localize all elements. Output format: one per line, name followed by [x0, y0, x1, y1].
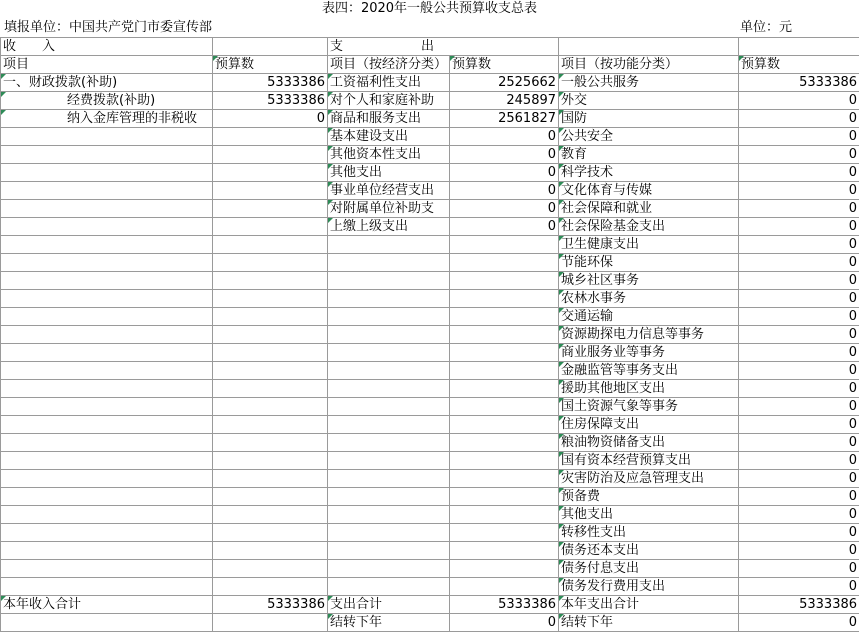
income-item [1, 380, 213, 398]
func-value: 0 [739, 542, 859, 560]
income-value [213, 542, 328, 560]
income-value [213, 290, 328, 308]
func-item: 国防 [559, 110, 739, 128]
func-item: 债务发行费用支出 [559, 578, 739, 596]
func-item: 预备费 [559, 488, 739, 506]
func-value: 0 [739, 452, 859, 470]
econ-value [450, 452, 559, 470]
income-item: 经费拨款(补助) [1, 92, 213, 110]
func-item: 债务还本支出 [559, 542, 739, 560]
econ-value: 0 [450, 146, 559, 164]
income-value: 5333386 [213, 74, 328, 92]
income-item [1, 164, 213, 182]
func-value: 0 [739, 524, 859, 542]
func-value: 0 [739, 308, 859, 326]
empty-cell [213, 614, 328, 632]
func-value: 0 [739, 416, 859, 434]
table-row [1, 506, 859, 524]
header-row-2 [1, 56, 859, 74]
table-row [1, 290, 859, 308]
func-value: 0 [739, 182, 859, 200]
func-value: 0 [739, 272, 859, 290]
table-row [1, 308, 859, 326]
empty-cell [1, 614, 213, 632]
table-row [1, 326, 859, 344]
econ-value: 2525662 [450, 74, 559, 92]
income-value [213, 362, 328, 380]
econ-item: 商品和服务支出 [328, 110, 450, 128]
econ-value [450, 506, 559, 524]
reporting-unit: 填报单位：中国共产党门市委宣传部 [4, 18, 212, 37]
income-item [1, 308, 213, 326]
econ-value [450, 290, 559, 308]
func-value: 0 [739, 506, 859, 524]
econ-value [450, 560, 559, 578]
income-item: 纳入金库管理的非税收 [1, 110, 213, 128]
income-value [213, 452, 328, 470]
func-value: 0 [739, 200, 859, 218]
income-item [1, 578, 213, 596]
income-value [213, 380, 328, 398]
table-row [1, 92, 859, 110]
income-value [213, 488, 328, 506]
func-item: 城乡社区事务 [559, 272, 739, 290]
func-value: 0 [739, 254, 859, 272]
func-item: 教育 [559, 146, 739, 164]
income-item [1, 182, 213, 200]
econ-item: 上缴上级支出 [328, 218, 450, 236]
income-value [213, 524, 328, 542]
table-row [1, 524, 859, 542]
func-item: 灾害防治及应急管理支出 [559, 470, 739, 488]
func-item: 援助其他地区支出 [559, 380, 739, 398]
econ-item [328, 272, 450, 290]
table-row [1, 110, 859, 128]
income-header: 收 入 [1, 38, 213, 56]
func-item: 粮油物资储备支出 [559, 434, 739, 452]
expense-total-label: 支出合计 [328, 596, 450, 614]
econ-item [328, 578, 450, 596]
func-value: 0 [739, 470, 859, 488]
func-item: 转移性支出 [559, 524, 739, 542]
income-value [213, 398, 328, 416]
func-item: 国有资本经营预算支出 [559, 452, 739, 470]
budget-table [0, 37, 859, 632]
income-item [1, 416, 213, 434]
income-value [213, 326, 328, 344]
func-value: 0 [739, 218, 859, 236]
table-row [1, 200, 859, 218]
func-value: 0 [739, 398, 859, 416]
income-item [1, 218, 213, 236]
income-item [1, 200, 213, 218]
table-row [1, 272, 859, 290]
income-value [213, 560, 328, 578]
income-item [1, 524, 213, 542]
func-total-value: 5333386 [739, 596, 859, 614]
table-row [1, 236, 859, 254]
econ-item [328, 416, 450, 434]
econ-item [328, 542, 450, 560]
func-item: 社会保障和就业 [559, 200, 739, 218]
func-value: 0 [739, 110, 859, 128]
func-item: 文化体育与传媒 [559, 182, 739, 200]
currency-unit: 单位：元 [740, 18, 792, 37]
income-item [1, 236, 213, 254]
table-row [1, 434, 859, 452]
func-total-label: 本年支出合计 [559, 596, 739, 614]
table-row [1, 488, 859, 506]
func-item: 交通运输 [559, 308, 739, 326]
econ-item: 其他支出 [328, 164, 450, 182]
econ-item [328, 524, 450, 542]
econ-item: 事业单位经营支出 [328, 182, 450, 200]
income-value [213, 578, 328, 596]
unit-line [0, 18, 859, 37]
col-budget: 预算数 [213, 56, 328, 74]
econ-item: 对附属单位补助支 [328, 200, 450, 218]
func-item: 外交 [559, 92, 739, 110]
income-item [1, 254, 213, 272]
econ-value [450, 362, 559, 380]
income-value [213, 506, 328, 524]
expense-total-value: 5333386 [450, 596, 559, 614]
income-item [1, 128, 213, 146]
income-item [1, 398, 213, 416]
income-value [213, 164, 328, 182]
table-body [1, 38, 859, 632]
func-value: 0 [739, 578, 859, 596]
econ-value [450, 308, 559, 326]
func-value: 5333386 [739, 74, 859, 92]
econ-value: 2561827 [450, 110, 559, 128]
econ-item [328, 326, 450, 344]
income-item [1, 434, 213, 452]
income-total-label: 本年收入合计 [1, 596, 213, 614]
econ-value: 245897 [450, 92, 559, 110]
income-item: 一、财政拨款(补助) [1, 74, 213, 92]
income-item [1, 542, 213, 560]
income-value [213, 146, 328, 164]
expense-header: 支 出 [328, 38, 559, 56]
econ-value: 0 [450, 218, 559, 236]
col-budget-2: 预算数 [450, 56, 559, 74]
carryover-row [1, 614, 859, 632]
func-item: 国土资源气象等事务 [559, 398, 739, 416]
income-item [1, 326, 213, 344]
econ-item [328, 236, 450, 254]
table-row [1, 218, 859, 236]
col-econ-item: 项目（按经济分类） [328, 56, 450, 74]
income-item [1, 272, 213, 290]
func-value: 0 [739, 362, 859, 380]
func-value: 0 [739, 236, 859, 254]
func-value: 0 [739, 164, 859, 182]
income-value [213, 254, 328, 272]
func-item: 卫生健康支出 [559, 236, 739, 254]
func-item: 金融监管等事务支出 [559, 362, 739, 380]
econ-item [328, 362, 450, 380]
econ-item [328, 308, 450, 326]
func-value: 0 [739, 380, 859, 398]
func-value: 0 [739, 434, 859, 452]
income-value [213, 308, 328, 326]
func-value: 0 [739, 560, 859, 578]
income-value [213, 218, 328, 236]
table-row [1, 398, 859, 416]
income-item [1, 146, 213, 164]
econ-value [450, 344, 559, 362]
econ-item: 基本建设支出 [328, 128, 450, 146]
table-row [1, 470, 859, 488]
econ-value [450, 272, 559, 290]
econ-value [450, 524, 559, 542]
table-row [1, 578, 859, 596]
econ-value [450, 236, 559, 254]
econ-value [450, 416, 559, 434]
econ-item [328, 470, 450, 488]
econ-item: 其他资本性支出 [328, 146, 450, 164]
func-item: 其他支出 [559, 506, 739, 524]
func-value: 0 [739, 92, 859, 110]
header-row-1 [1, 38, 859, 56]
func-item: 一般公共服务 [559, 74, 739, 92]
func-carry-value: 0 [739, 614, 859, 632]
econ-item [328, 560, 450, 578]
table-row [1, 182, 859, 200]
func-item: 债务付息支出 [559, 560, 739, 578]
econ-value: 0 [450, 128, 559, 146]
func-value: 0 [739, 326, 859, 344]
col-budget-3: 预算数 [739, 56, 859, 74]
econ-carry-value: 0 [450, 614, 559, 632]
table-row [1, 74, 859, 92]
func-value: 0 [739, 344, 859, 362]
econ-item [328, 290, 450, 308]
func-item: 资源勘探电力信息等事务 [559, 326, 739, 344]
table-row [1, 254, 859, 272]
income-value [213, 272, 328, 290]
table-row [1, 560, 859, 578]
income-item [1, 452, 213, 470]
econ-value: 0 [450, 200, 559, 218]
income-item [1, 488, 213, 506]
econ-item [328, 254, 450, 272]
func-carry-label: 结转下年 [559, 614, 739, 632]
econ-value [450, 434, 559, 452]
table-row [1, 146, 859, 164]
income-item [1, 362, 213, 380]
func-value: 0 [739, 128, 859, 146]
table-row [1, 362, 859, 380]
income-total-value: 5333386 [213, 596, 328, 614]
func-item: 农林水事务 [559, 290, 739, 308]
income-value [213, 182, 328, 200]
income-value [213, 470, 328, 488]
econ-value [450, 488, 559, 506]
func-value: 0 [739, 146, 859, 164]
income-item [1, 344, 213, 362]
func-value: 0 [739, 488, 859, 506]
func-item: 社会保险基金支出 [559, 218, 739, 236]
income-item [1, 560, 213, 578]
income-item [1, 470, 213, 488]
col-item: 项目 [1, 56, 213, 74]
econ-value: 0 [450, 182, 559, 200]
totals-row [1, 596, 859, 614]
func-value: 0 [739, 290, 859, 308]
econ-value [450, 470, 559, 488]
table-title: 表四：2020年一般公共预算收支总表 [0, 0, 859, 18]
func-item: 商业服务业等事务 [559, 344, 739, 362]
income-item [1, 290, 213, 308]
table-row [1, 416, 859, 434]
table-row [1, 164, 859, 182]
econ-value [450, 380, 559, 398]
func-item: 科学技术 [559, 164, 739, 182]
econ-value [450, 542, 559, 560]
table-row [1, 452, 859, 470]
econ-value [450, 578, 559, 596]
econ-value: 0 [450, 164, 559, 182]
col-func-item: 项目（按功能分类） [559, 56, 739, 74]
econ-carry-label: 结转下年 [328, 614, 450, 632]
econ-value [450, 254, 559, 272]
econ-item: 工资福利性支出 [328, 74, 450, 92]
econ-item [328, 344, 450, 362]
econ-value [450, 326, 559, 344]
income-value [213, 128, 328, 146]
table-row [1, 380, 859, 398]
econ-value [450, 398, 559, 416]
table-row [1, 542, 859, 560]
econ-item: 对个人和家庭补助 [328, 92, 450, 110]
income-item [1, 506, 213, 524]
econ-item [328, 398, 450, 416]
income-value [213, 416, 328, 434]
func-item: 住房保障支出 [559, 416, 739, 434]
table-row [1, 344, 859, 362]
income-value: 0 [213, 110, 328, 128]
econ-item [328, 452, 450, 470]
table-row [1, 128, 859, 146]
income-value [213, 434, 328, 452]
income-value [213, 200, 328, 218]
income-value: 5333386 [213, 92, 328, 110]
econ-item [328, 506, 450, 524]
econ-item [328, 434, 450, 452]
income-value [213, 344, 328, 362]
func-item: 节能环保 [559, 254, 739, 272]
income-value [213, 236, 328, 254]
func-item: 公共安全 [559, 128, 739, 146]
econ-item [328, 380, 450, 398]
econ-item [328, 488, 450, 506]
